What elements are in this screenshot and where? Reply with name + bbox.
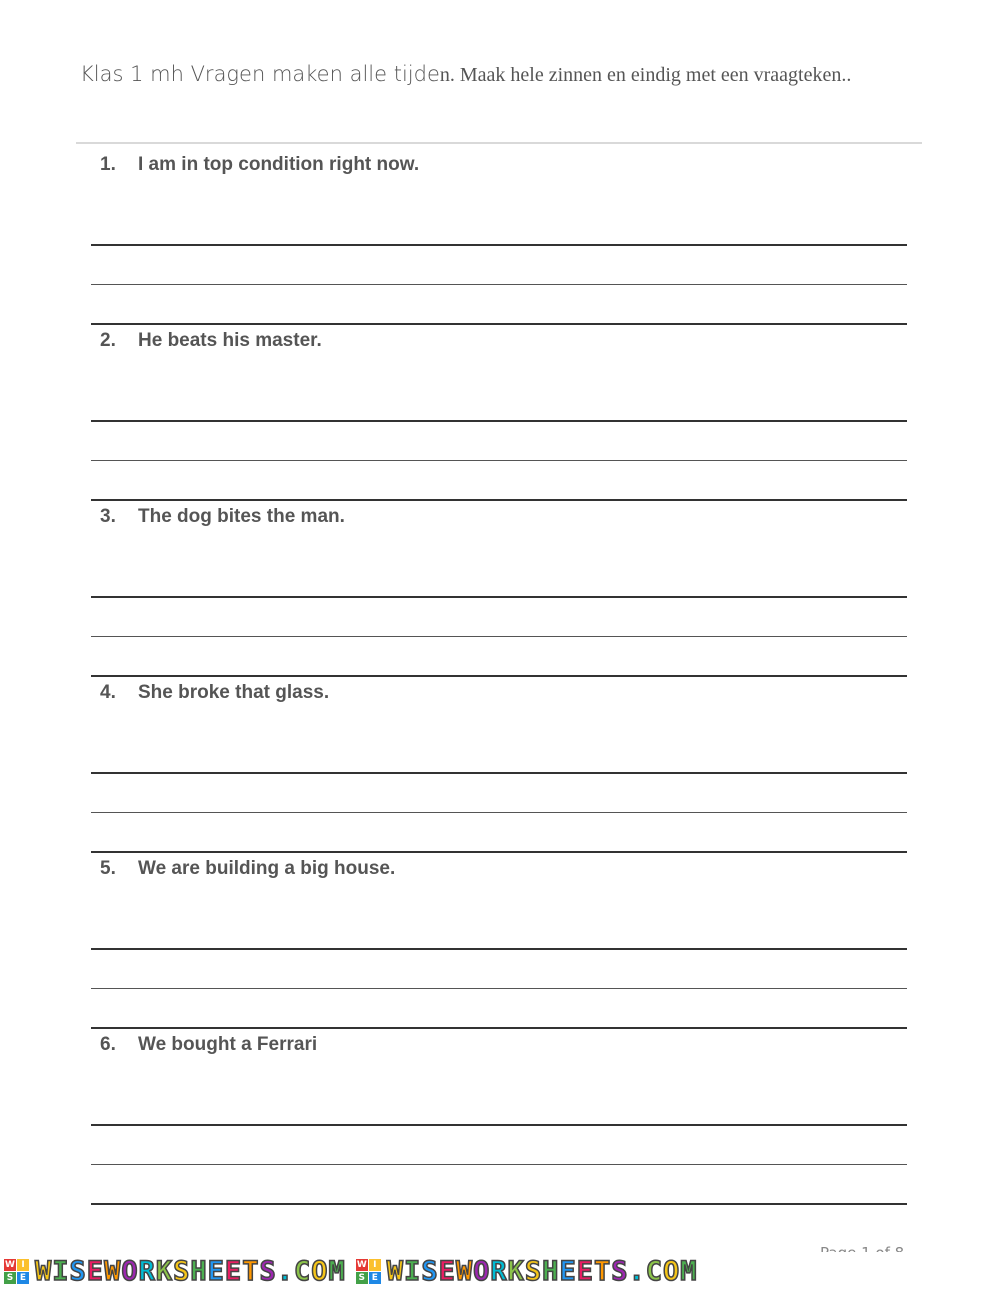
answer-line[interactable] — [91, 772, 907, 774]
question-text: He beats his master. — [138, 330, 322, 351]
header-divider — [76, 142, 922, 144]
answer-line[interactable] — [91, 1164, 907, 1165]
question-number: 6. — [100, 1034, 116, 1055]
wiseworksheets-logo-icon: W I S E — [4, 1259, 29, 1284]
answer-line[interactable] — [91, 244, 907, 246]
answer-line[interactable] — [91, 420, 907, 422]
answer-line[interactable] — [91, 636, 907, 637]
title-main: Klas 1 mh Vragen maken alle tijde — [80, 62, 440, 86]
wiseworksheets-logo-icon: W I S E — [356, 1259, 381, 1284]
question-text: She broke that glass. — [138, 682, 330, 703]
question-number: 5. — [100, 858, 116, 879]
watermark-brand — [352, 1256, 698, 1287]
answer-line[interactable] — [91, 284, 907, 285]
question-number: 4. — [100, 682, 116, 703]
question-text: We are building a big house. — [138, 858, 396, 879]
answer-line[interactable] — [91, 988, 907, 989]
watermark-banner — [0, 1252, 1000, 1291]
worksheet-title — [80, 62, 960, 87]
question-number: 3. — [100, 506, 116, 527]
question-block — [0, 148, 1000, 324]
watermark-text: WISEWORKSHEETS.COM — [35, 1256, 346, 1287]
watermark-text: WISEWORKSHEETS.COM — [386, 1256, 698, 1287]
question-block — [0, 676, 1000, 852]
question-block — [0, 324, 1000, 500]
question-number: 1. — [100, 154, 116, 175]
question-number: 2. — [100, 330, 116, 351]
question-text: I am in top condition right now. — [138, 154, 420, 175]
question-text: We bought a Ferrari — [138, 1034, 318, 1055]
answer-line[interactable] — [91, 596, 907, 598]
answer-line[interactable] — [91, 948, 907, 950]
answer-line[interactable] — [91, 1124, 907, 1126]
answer-line[interactable] — [91, 812, 907, 813]
question-text: The dog bites the man. — [138, 506, 345, 527]
answer-line[interactable] — [91, 460, 907, 461]
question-block — [0, 852, 1000, 1028]
question-block — [0, 1028, 1000, 1204]
answer-line[interactable] — [91, 1203, 907, 1205]
watermark-brand — [0, 1256, 346, 1287]
question-block — [0, 500, 1000, 676]
title-instructions: n. Maak hele zinnen en eindig met een vraagteken.. — [439, 64, 852, 86]
